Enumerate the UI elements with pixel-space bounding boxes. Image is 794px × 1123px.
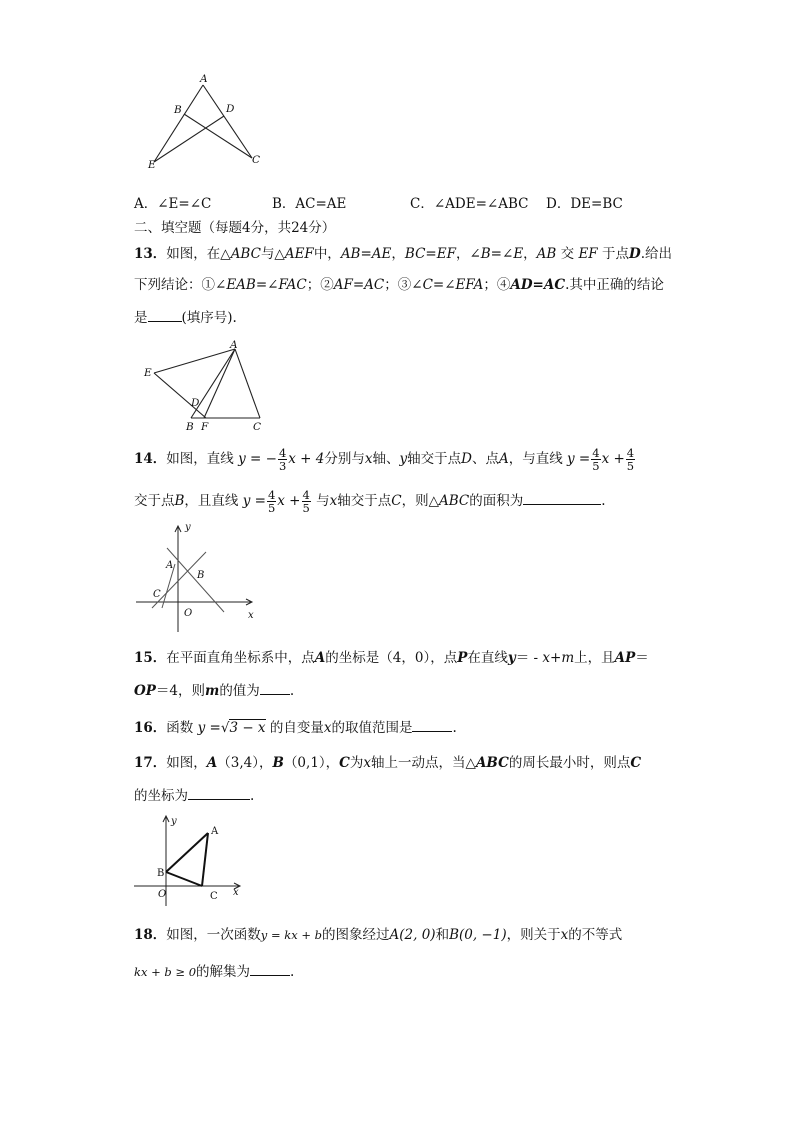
label-C: C — [153, 589, 161, 600]
q13-text: ∠ — [502, 246, 514, 262]
q13-text: ；③∠ — [384, 277, 423, 293]
answer-blank-18[interactable] — [250, 962, 290, 976]
q13-text: C= — [422, 277, 445, 293]
q16-text: 函数 — [166, 720, 194, 736]
q13-text: AD=AC — [510, 277, 566, 293]
q14-line1 — [134, 440, 636, 478]
q18-text: ，则关于 — [506, 927, 561, 943]
q17-text: C — [339, 755, 350, 771]
q14-line2 — [134, 482, 606, 520]
q15-text: 在直线 — [467, 650, 508, 666]
q15-text: + — [550, 650, 562, 666]
q14-text: x — [329, 493, 338, 509]
q14-eq3-mid: x + — [277, 493, 301, 509]
q13-text: 于点 — [601, 246, 629, 262]
label-D: D — [226, 103, 235, 115]
q15-text: AP — [614, 650, 636, 666]
q13-text: 下列结论：①∠ — [134, 277, 227, 293]
q14-text: D — [461, 451, 472, 467]
q13-text: ∠ — [267, 277, 279, 293]
q17-text: ABC — [475, 755, 509, 771]
option-b[interactable]: B．AC=AE — [272, 196, 347, 212]
q14-text: C — [391, 493, 402, 509]
q14-text: 与 — [316, 493, 330, 509]
q14-eq3-frac1: $\frac{4}{5}$ — [267, 488, 276, 515]
q13-text: ， — [523, 246, 537, 262]
q14-number: 14． — [134, 451, 167, 467]
option-a[interactable]: A．∠E=∠C — [134, 196, 212, 212]
q17-text: B — [272, 755, 284, 771]
label-y: y — [185, 522, 191, 533]
q13-text: 中， — [313, 246, 341, 262]
q13-text: B= — [480, 246, 502, 262]
label-B: B — [157, 868, 165, 879]
q15-line1 — [134, 649, 649, 667]
q14-eq3-frac2: $\frac{4}{5}$ — [302, 488, 310, 515]
label-A: A — [166, 560, 174, 571]
q13-text: E — [513, 246, 524, 262]
q13-text: EF — [578, 246, 598, 262]
label-x: x — [233, 887, 239, 898]
q13-text: 交 — [560, 246, 575, 262]
section-title: 二、填空题（每题4分，共24分） — [134, 220, 336, 236]
q17-number: 17． — [134, 755, 167, 771]
q14-eq3-lhs: y = — [242, 493, 266, 509]
q13-text: 如图，在△ — [166, 246, 231, 262]
q13-text: AB — [536, 246, 557, 262]
q13-text: ；② — [306, 277, 334, 293]
q17-text: 为 — [349, 755, 364, 771]
q14-text: A — [498, 451, 509, 467]
q18-number: 18． — [134, 927, 167, 943]
q13-line2 — [134, 276, 664, 294]
q13-text: EFA — [455, 277, 484, 293]
q13-text: .给出 — [640, 246, 672, 262]
q14-text: 轴交于点 — [407, 451, 462, 467]
q16-eq-lhs: y = — [197, 720, 221, 736]
q13-line3 — [134, 308, 237, 327]
q14-eq1-frac: $\frac{4}{3}$ — [278, 446, 287, 473]
q16-radicand: 3 − x — [229, 720, 266, 736]
q15-text: 在平面直角坐标系中，点 — [166, 650, 315, 666]
q15-text: x — [542, 650, 551, 666]
label-C: C — [252, 154, 261, 166]
answer-blank-15[interactable] — [260, 681, 290, 695]
label-B: B — [186, 421, 194, 433]
q13-text: 是 — [134, 310, 148, 326]
q13-text: 与△ — [260, 246, 285, 262]
q17-text: 的坐标为 — [134, 788, 188, 804]
label-C: C — [253, 421, 262, 433]
q17-text: 如图， — [166, 755, 207, 771]
q13-text: (填序号). — [181, 310, 237, 326]
q14-text: B — [174, 493, 185, 509]
q16-text: 的取值范围是 — [331, 720, 413, 736]
q15-line2 — [134, 681, 294, 700]
answer-blank-14[interactable] — [523, 491, 601, 505]
q14-text: ，则△ — [401, 493, 439, 509]
q14-text: 轴、 — [372, 451, 400, 467]
q13-number: 13． — [134, 246, 167, 262]
q18-text: 和 — [435, 927, 450, 943]
q14-text: 如图，直线 — [166, 451, 234, 467]
q18-eq: y = kx + b — [260, 928, 323, 942]
q18-text: 如图，一次函数 — [166, 927, 261, 943]
q13-text: AEF — [284, 246, 314, 262]
q15-text: ＝4，则 — [155, 683, 206, 699]
q14-text: x — [364, 451, 373, 467]
q18-text: 的解集为 — [196, 964, 251, 980]
answer-blank-13[interactable] — [148, 308, 182, 322]
q17-text: C — [630, 755, 642, 771]
q15-text: 上，且 — [574, 650, 615, 666]
q17-figure — [130, 812, 250, 908]
q14-eq2-mid: x + — [601, 451, 625, 467]
q14-eq2-frac2: $\frac{4}{5}$ — [626, 446, 635, 473]
q14-text: . — [601, 493, 606, 509]
label-B: B — [197, 570, 205, 581]
answer-blank-17[interactable] — [188, 786, 250, 800]
q14-text: 轴交于点 — [337, 493, 392, 509]
q13-text: D — [628, 246, 641, 262]
q17-text: . — [250, 788, 255, 804]
label-A: A — [200, 73, 208, 85]
label-E: E — [148, 159, 156, 171]
q15-text: P — [457, 650, 468, 666]
q15-text: 的坐标是（4，0），点 — [325, 650, 458, 666]
q18-line2 — [134, 962, 294, 981]
q15-text: A — [314, 650, 326, 666]
q15-text: y — [507, 650, 516, 666]
q14-figure — [134, 520, 260, 636]
q17-text: （3,4）， — [217, 755, 273, 771]
q13-text: BC=EF — [404, 246, 456, 262]
label-O: O — [184, 608, 193, 619]
label-A: A — [230, 339, 238, 351]
q14-eq1-rhs: x + 4 — [288, 451, 325, 467]
q14-text: 的面积为 — [469, 493, 524, 509]
q18-point-b: B(0, −1) — [449, 927, 507, 943]
q14-text: 分别与 — [324, 451, 365, 467]
label-C: C — [210, 891, 218, 902]
q17-text: A — [206, 755, 218, 771]
q14-text: ，与直线 — [508, 451, 563, 467]
option-c[interactable]: C．∠ADE=∠ABC — [410, 196, 529, 212]
q14-text: ，且直线 — [184, 493, 239, 509]
q18-text: 的图象经过 — [322, 927, 390, 943]
q13-figure — [140, 338, 270, 434]
q15-text: ＝ — [635, 650, 649, 666]
label-O: O — [158, 889, 167, 900]
option-d[interactable]: D．DE=BC — [546, 196, 623, 212]
q15-text: OP — [134, 683, 156, 699]
label-E: E — [144, 367, 152, 379]
q15-text: m — [561, 650, 575, 666]
label-x: x — [248, 610, 254, 621]
q13-text: FAC — [278, 277, 307, 293]
label-D: D — [191, 397, 200, 409]
q16-text: . — [452, 720, 457, 736]
q18-text: . — [290, 964, 295, 980]
q17-line1 — [134, 754, 641, 772]
q12-figure — [140, 72, 270, 172]
answer-blank-16[interactable] — [412, 718, 452, 732]
q17-line2 — [134, 786, 254, 805]
q16-text: 的自变量 — [269, 720, 324, 736]
q18-line1 — [134, 926, 622, 944]
q13-text: ∠ — [444, 277, 456, 293]
q13-text: EAB= — [226, 277, 268, 293]
q15-text: ＝ - — [515, 650, 543, 666]
q14-eq2-frac1: $\frac{4}{5}$ — [592, 446, 600, 473]
q15-number: 15． — [134, 650, 167, 666]
q18-point-a: A(2, 0) — [389, 927, 436, 943]
q13-text: AB=AE — [340, 246, 392, 262]
q13-text: AF=AC — [333, 277, 385, 293]
q13-text: ， — [391, 246, 405, 262]
q14-text: ABC — [438, 493, 470, 509]
q13-line1 — [134, 245, 672, 263]
q17-text: 的周长最小时，则点 — [508, 755, 631, 771]
q17-text: （0,1）， — [283, 755, 340, 771]
q14-text: 交于点 — [134, 493, 175, 509]
q18-text: x — [560, 927, 569, 943]
q13-text: ABC — [230, 246, 261, 262]
q16-text: x — [323, 720, 332, 736]
q14-eq2-lhs: y = — [567, 451, 591, 467]
q13-text: .其中正确的结论 — [565, 277, 664, 293]
label-y: y — [171, 816, 177, 827]
q15-text: . — [289, 683, 295, 699]
label-F: F — [201, 421, 209, 433]
q14-text: 、点 — [471, 451, 499, 467]
q15-text: 的值为 — [219, 683, 260, 699]
q17-text: 轴上一动点，当△ — [371, 755, 476, 771]
q18-text: 的不等式 — [568, 927, 623, 943]
q16-number: 16． — [134, 720, 167, 736]
q18-inequality: kx + b ≥ 0 — [134, 965, 197, 979]
q15-text: m — [205, 683, 220, 699]
q13-text: ，∠ — [455, 246, 481, 262]
sqrt-sign: √ — [220, 720, 230, 736]
q14-eq1-lhs: y = − — [238, 451, 277, 467]
q17-text: x — [363, 755, 372, 771]
q13-text: ；④ — [483, 277, 511, 293]
q14-text: y — [399, 451, 408, 467]
label-A: A — [211, 826, 219, 837]
label-B: B — [174, 104, 182, 116]
q16-line — [134, 718, 457, 737]
